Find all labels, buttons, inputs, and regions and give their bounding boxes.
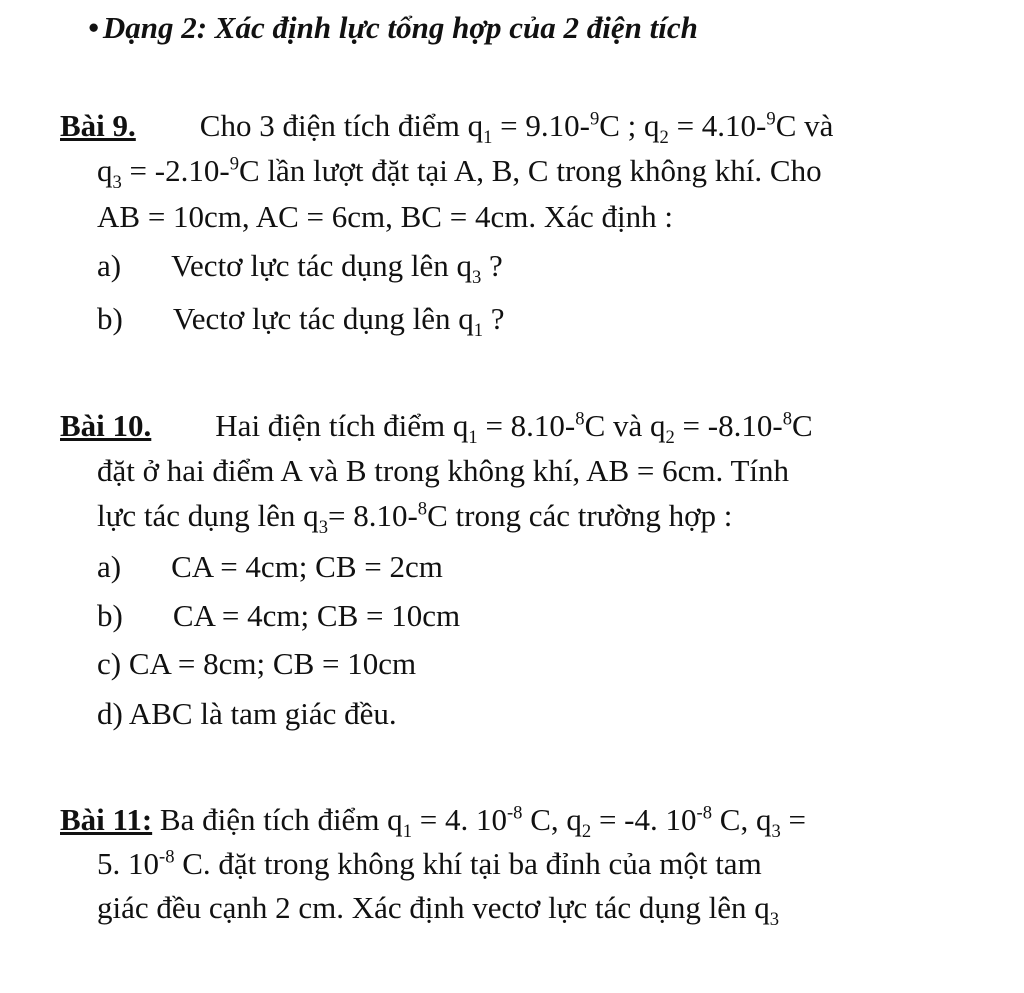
bai10-item-a [97,549,443,585]
bai11-text: = 4. 10 [411,802,507,837]
bai10-item-b [97,598,460,634]
bai11-text: = [780,802,806,837]
superscript: 8 [782,408,792,430]
heading-text: Dạng 2: Xác định lực tổng hợp của 2 điện tích [102,10,698,45]
bai11-line-1 [60,802,806,843]
subscript: 1 [483,127,493,149]
subscript: 2 [581,821,592,843]
superscript: 9 [766,108,776,130]
superscript: -8 [159,846,175,868]
bai9-text: Cho 3 điện tích điểm q [199,108,484,143]
subscript: 3 [472,267,482,289]
superscript: -8 [506,802,523,824]
bai9-text: = 9.10- [492,108,590,143]
cutoff-next-line [60,978,940,993]
bai9-text: C và [775,108,834,143]
bai11-line-3 [97,890,780,931]
bai9-line-1 [60,108,834,149]
subscript: 1 [402,821,412,843]
bai9-text: C ; q [599,108,660,143]
item-text: Vectơ lực tác dụng lên q [172,301,474,336]
bai10-text: C trong các trường hợp : [427,498,733,533]
bai11-text: C. đặt trong không khí tại ba đỉnh của một tam [174,846,762,881]
bai9-text: = -2.10- [121,153,230,188]
superscript: 9 [589,108,600,130]
bai11-label: Bài 11: [60,802,153,837]
subscript: 1 [473,320,484,342]
superscript: -8 [696,802,713,824]
bai9-text: C lần lượt đặt tại A, B, C trong không khí. Cho [238,153,822,188]
item-marker: a) [97,248,122,283]
bai10-label: Bài 10. [60,408,152,443]
bai10-line-3 [97,498,733,539]
bai9-label: Bài 9. [60,108,136,143]
bai11-text: = -4. 10 [591,802,697,837]
bai10-text: = 8.10- [477,408,576,443]
bai11-line-2 [97,846,762,882]
superscript: 8 [575,408,585,430]
heading-bullet: • [88,10,99,45]
bai9-text: q [97,153,113,188]
bai10-item-d: d) ABC là tam giác đều. [97,696,397,731]
bai11-text: Ba điện tích điểm q [152,802,403,837]
superscript: 8 [417,498,428,520]
subscript: 3 [112,172,122,194]
subscript: 2 [665,427,675,449]
item-text: CA = 4cm; CB = 10cm [172,598,461,633]
subscript: 3 [318,517,328,539]
bai10-text: = -8.10- [674,408,783,443]
bai10-item-c: c) CA = 8cm; CB = 10cm [97,646,417,681]
bai10-text: C [791,408,813,443]
item-text: ? [481,248,503,283]
bai10-text: lực tác dụng lên q [97,498,319,533]
item-text: CA = 4cm; CB = 2cm [171,549,443,584]
bai11-text: C, q [712,802,772,837]
bai10-text: = 8.10- [327,498,418,533]
item-marker: b) [97,598,123,633]
subscript: 3 [769,909,780,931]
bai10-text: C và q [584,408,666,443]
item-marker: a) [97,549,122,584]
item-marker: b) [97,301,123,336]
item-text: ? [483,301,505,336]
subscript: 2 [659,127,669,149]
bai9-item-b [97,301,505,342]
superscript: 9 [229,153,239,175]
bai10-line-2: đặt ở hai điểm A và B trong không khí, AB = 6cm. Tính [97,453,790,488]
bai9-text: = 4.10- [668,108,767,143]
bai11-text: C, q [522,802,582,837]
bai11-text: 5. 10 [97,846,159,881]
item-text: Vectơ lực tác dụng lên q [171,248,472,283]
bai9-line-3: AB = 10cm, AC = 6cm, BC = 4cm. Xác định : [97,199,673,234]
bai9-item-a [97,248,503,289]
subscript: 3 [771,821,781,843]
bai10-text: Hai điện tích điểm q [215,408,469,443]
bai9-line-2 [97,153,822,194]
subscript: 1 [468,427,478,449]
bai10-line-1 [60,408,813,449]
section-heading [88,10,698,46]
bai11-text: giác đều cạnh 2 cm. Xác định vectơ lực tác dụng lên q [97,890,770,925]
